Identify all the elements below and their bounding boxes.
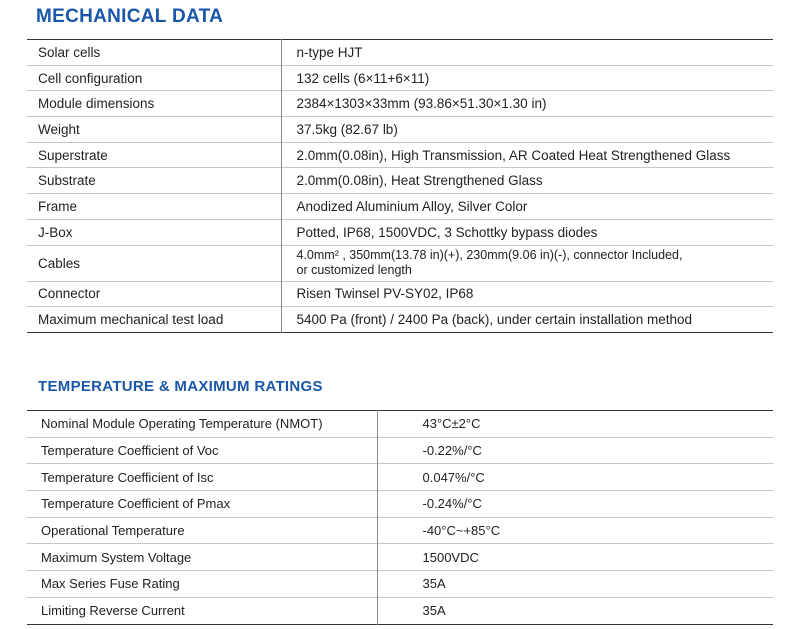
- table-row: [27, 168, 773, 194]
- mechanical-data-table: [27, 39, 773, 333]
- row-label: Temperature Coefficient of Voc: [27, 437, 377, 464]
- row-value: 43°C±2°C: [377, 411, 773, 438]
- mechanical-data-title: MECHANICAL DATA: [36, 6, 224, 27]
- row-label: J-Box: [27, 219, 281, 245]
- row-value: -0.22%/°C: [377, 437, 773, 464]
- table-row: [27, 65, 773, 91]
- row-value: 2384×1303×33mm (93.86×51.30×1.30 in): [281, 91, 773, 117]
- table-row: [27, 491, 773, 518]
- row-value-line-2: or customized length: [296, 263, 412, 277]
- row-label: Operational Temperature: [27, 517, 377, 544]
- row-value: Potted, IP68, 1500VDC, 3 Schottky bypass diodes: [281, 219, 773, 245]
- row-value: Anodized Aluminium Alloy, Silver Color: [281, 194, 773, 220]
- row-value: [281, 245, 773, 281]
- table-row: [27, 517, 773, 544]
- row-label: Nominal Module Operating Temperature (NMOT): [41, 416, 323, 432]
- row-label: Cell configuration: [27, 65, 281, 91]
- row-value: 2.0mm(0.08in), Heat Strengthened Glass: [281, 168, 773, 194]
- row-label: Temperature Coefficient of Pmax: [27, 491, 377, 518]
- table-row: [27, 91, 773, 117]
- row-value: Risen Twinsel PV-SY02, IP68: [281, 281, 773, 307]
- row-label: Maximum System Voltage: [27, 544, 377, 571]
- temperature-ratings-table: [27, 410, 773, 625]
- row-label: Superstrate: [27, 142, 281, 168]
- row-value: n-type HJT: [281, 40, 773, 66]
- table-row: [27, 40, 773, 66]
- row-value: 35A: [377, 571, 773, 598]
- row-value: -40°C~+85°C: [377, 517, 773, 544]
- row-value: 37.5kg (82.67 lb): [281, 117, 773, 143]
- table-row: [27, 245, 773, 281]
- row-value: 1500VDC: [377, 544, 773, 571]
- row-label: Substrate: [27, 168, 281, 194]
- table-row: [27, 307, 773, 333]
- row-label: Temperature Coefficient of Isc: [27, 464, 377, 491]
- table-row: [27, 194, 773, 220]
- table-row: [27, 544, 773, 571]
- row-label: Connector: [27, 281, 281, 307]
- row-value: 2.0mm(0.08in), High Transmission, AR Coated Heat Strengthened Glass: [281, 142, 773, 168]
- row-label: Weight: [27, 117, 281, 143]
- row-label: Solar cells: [38, 44, 101, 60]
- row-value: 132 cells (6×11+6×11): [281, 65, 773, 91]
- table-row: [27, 281, 773, 307]
- row-value: 0.047%/°C: [377, 464, 773, 491]
- table-row: [27, 571, 773, 598]
- table-row: [27, 464, 773, 491]
- row-label: Limiting Reverse Current: [27, 597, 377, 624]
- table-row: [27, 219, 773, 245]
- row-value: 35A: [377, 597, 773, 624]
- row-label: Module dimensions: [27, 91, 281, 117]
- row-label: Maximum mechanical test load: [27, 307, 281, 333]
- table-row: [27, 142, 773, 168]
- table-row: [27, 117, 773, 143]
- row-value: -0.24%/°C: [377, 491, 773, 518]
- temperature-ratings-title: TEMPERATURE & MAXIMUM RATINGS: [38, 378, 323, 395]
- row-value-line-1: 4.0mm² , 350mm(13.78 in)(+), 230mm(9.06 in)(-), connector Included,: [296, 248, 683, 262]
- row-label: Max Series Fuse Rating: [27, 571, 377, 598]
- row-label: Cables: [27, 245, 281, 281]
- table-row: [27, 411, 773, 438]
- table-row: [27, 437, 773, 464]
- table-row: [27, 597, 773, 624]
- row-label: Frame: [27, 194, 281, 220]
- row-value: 5400 Pa (front) / 2400 Pa (back), under certain installation method: [281, 307, 773, 333]
